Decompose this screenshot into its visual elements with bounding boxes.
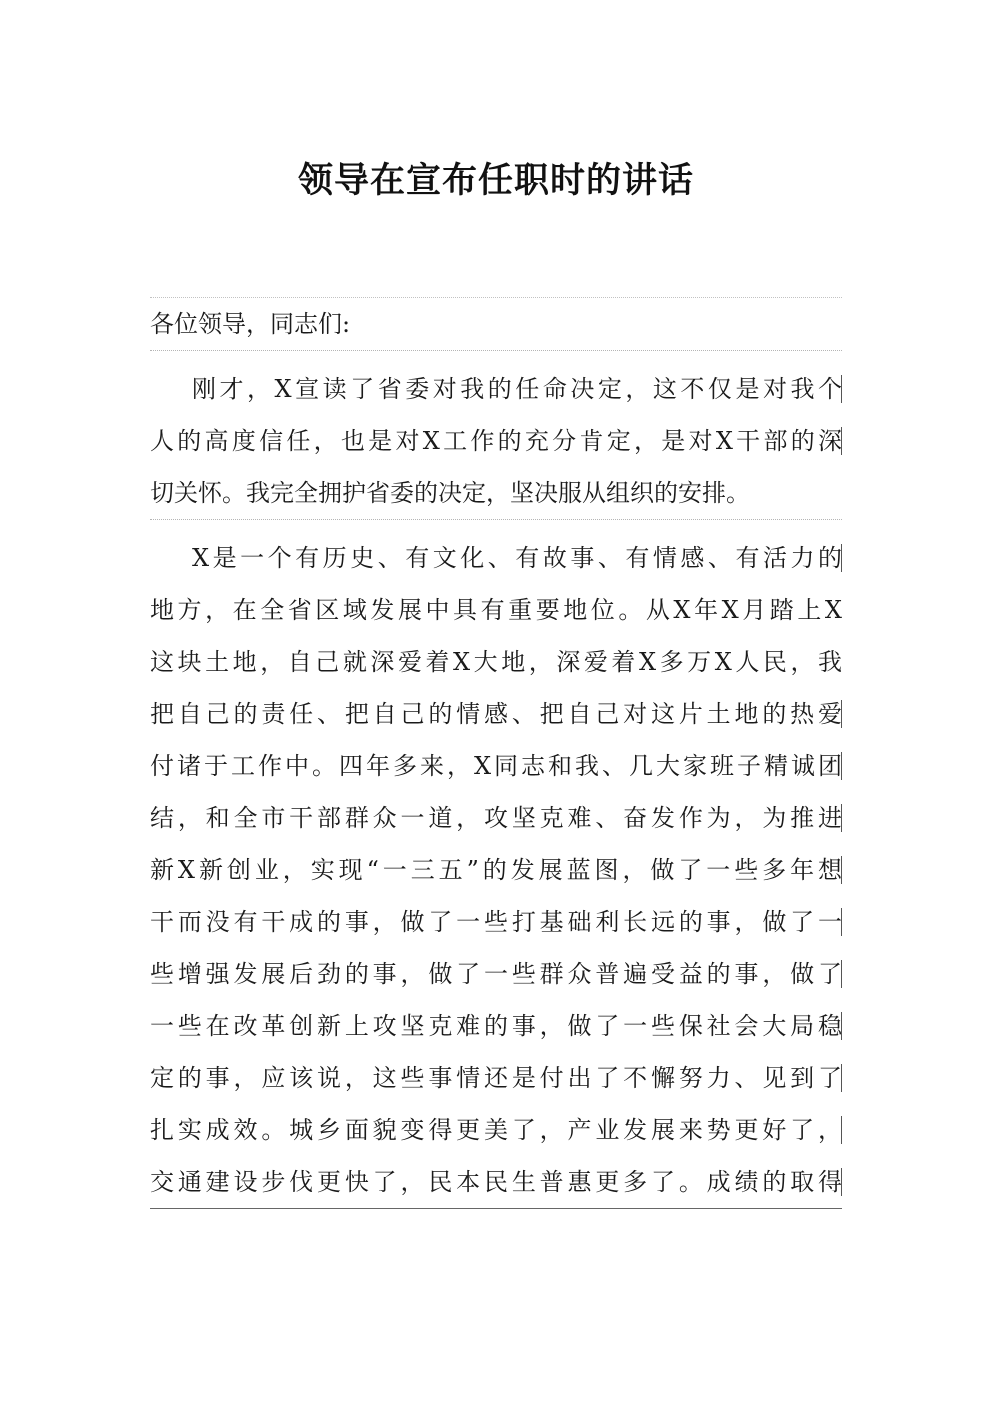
paragraph-line: 这块土地，自己就深爱着X大地，深爱着X多万X人民，我 — [150, 648, 842, 676]
paragraph-line: 切关怀。我完全拥护省委的决定，坚决服从组织的安排。 — [150, 479, 750, 507]
paragraph-line: 新X新创业，实现“一三五”的发展蓝图，做了一些多年想 — [150, 844, 842, 896]
paragraph-line: 些增强发展后劲的事，做了一些群众普遍受益的事，做了 — [150, 948, 842, 1000]
paragraph-line: 结，和全市干部群众一道，攻坚克难、奋发作为，为推进 — [150, 792, 842, 844]
salutation: 各位领导，同志们: — [150, 310, 351, 338]
paragraph-line: 付诸于工作中。四年多来，X同志和我、几大家班子精诚团 — [150, 740, 842, 792]
paragraph-line: 地方，在全省区域发展中具有重要地位。从X年X月踏上X — [150, 596, 842, 624]
paragraph-line: 刚才，X宣读了省委对我的任命决定，这不仅是对我个 — [150, 363, 842, 415]
paragraph-line: 把自己的责任、把自己的情感、把自己对这片土地的热爱 — [150, 688, 842, 740]
paragraph-line: 人的高度信任，也是对X工作的充分肯定，是对X干部的深 — [150, 415, 842, 467]
paragraph-line: 定的事，应该说，这些事情还是付出了不懈努力、见到了 — [150, 1052, 842, 1104]
paragraph-1 — [150, 363, 842, 520]
paragraph-line: 交通建设步伐更快了，民本民生普惠更多了。成绩的取得 — [150, 1156, 842, 1208]
paragraph-2 — [150, 532, 842, 1209]
paragraph-line: X是一个有历史、有文化、有故事、有情感、有活力的 — [150, 532, 842, 584]
paragraph-line: 一些在改革创新上攻坚克难的事，做了一些保社会大局稳 — [150, 1000, 842, 1052]
document-body — [150, 297, 842, 1209]
document-title: 领导在宣布任职时的讲话 — [297, 160, 694, 201]
paragraph-line: 扎实成效。城乡面貌变得更美了，产业发展来势更好了， — [150, 1104, 842, 1156]
salutation-block — [150, 297, 842, 351]
paragraph-line: 干而没有干成的事，做了一些打基础利长远的事，做了一 — [150, 896, 842, 948]
